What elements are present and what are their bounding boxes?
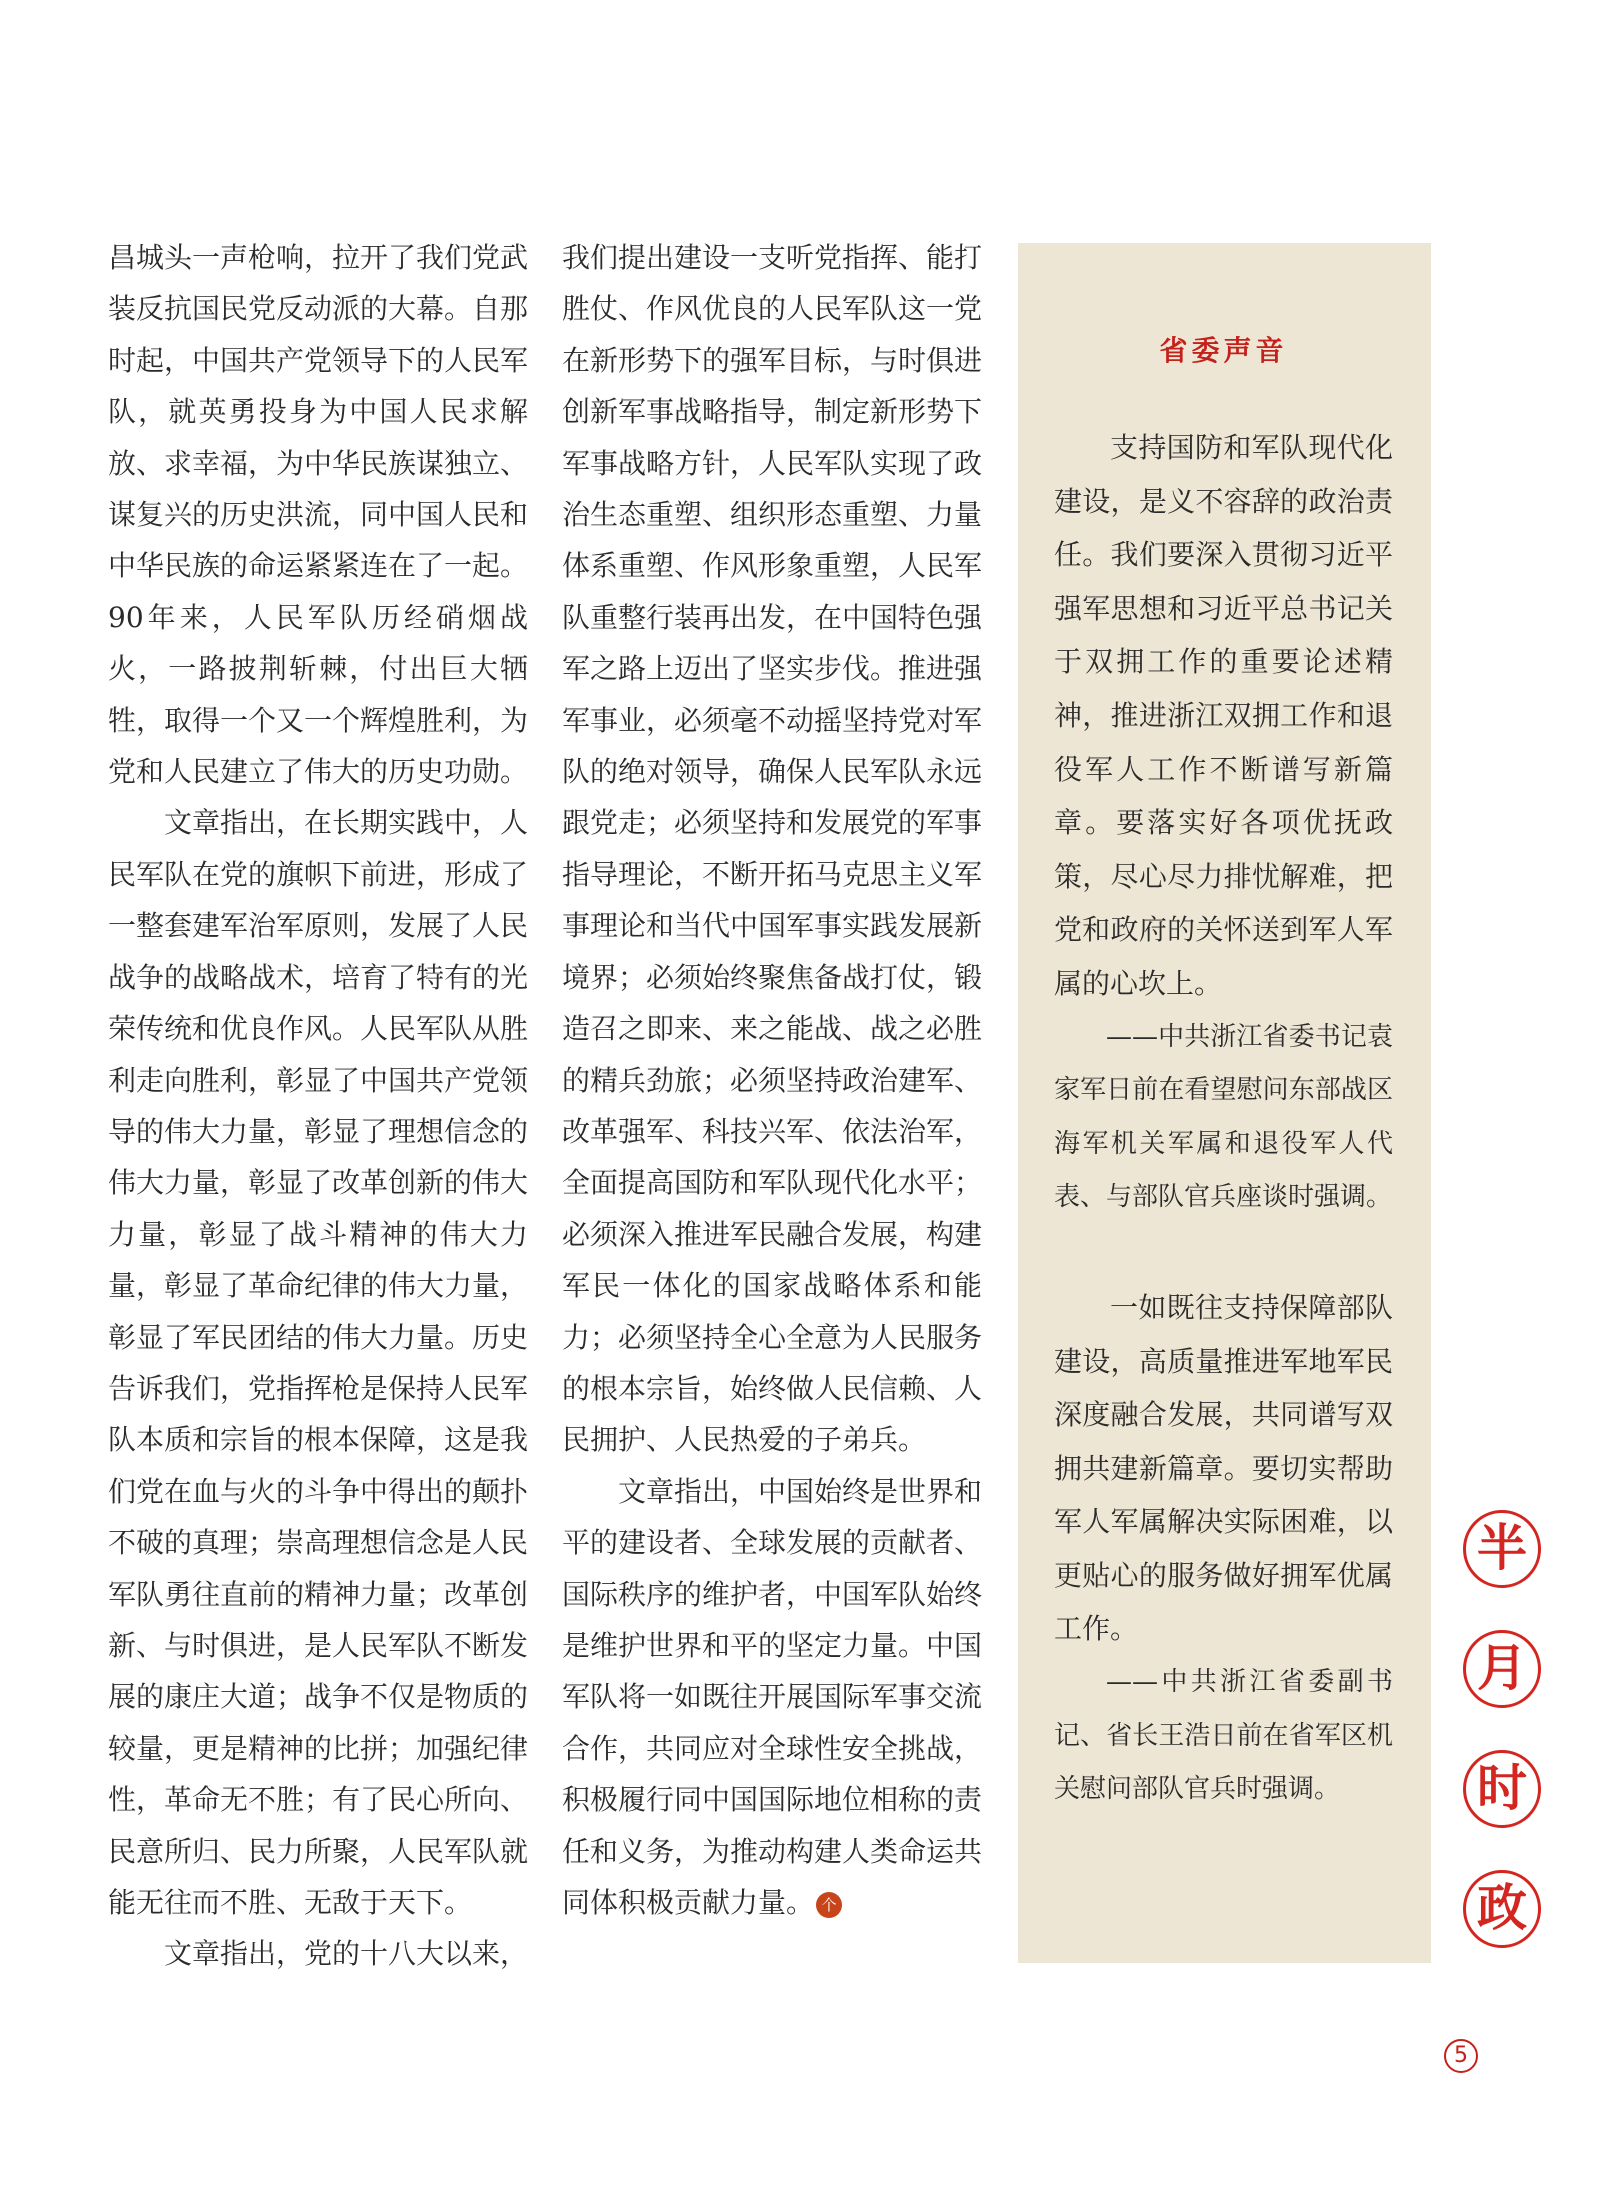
section-label-char: 政: [1463, 1870, 1541, 1948]
section-label-char: 月: [1463, 1630, 1541, 1708]
attribution-context: 记、省长王浩日前在省军区机关慰问部队官兵时强调。: [1054, 1720, 1393, 1805]
sidebar-box: [1018, 243, 1431, 1963]
sidebar-quote: 支持国防和军队现代化建设，是义不容辞的政治责任。我们要深入贯彻习近平强军思想和习近平总书记关于双拥工作的重要论述精神，推进浙江双拥工作和退役军人工作不断谱写新篇章。要落实好各项优抚政策，尽心尽力排忧解难，把党和政府的关怀送到军人军属的心坎上。: [1054, 431, 1393, 1000]
article-column-1: [108, 232, 528, 1980]
sidebar-attribution: [1054, 1011, 1393, 1225]
page-number: 5: [1444, 2039, 1478, 2073]
article-paragraph: 昌城头一声枪响，拉开了我们党武装反抗国民党反动派的大幕。自那时起，中国共产党领导下的人民军队，就英勇投身为中国人民求解放、求幸福，为中华民族谋独立、谋复兴的历史洪流，同中国人民和中华民族的命运紧紧连在了一起。90年来，人民军队历经硝烟战火，一路披荆斩棘，付出巨大牺牲，取得一个又一个辉煌胜利，为党和人民建立了伟大的历史功勋。: [108, 241, 529, 789]
article-paragraph: [562, 1466, 982, 1929]
attribution-source: ——中共浙江省委书记: [1106, 1021, 1367, 1052]
article-paragraph: 我们提出建设一支听党指挥、能打胜仗、作风优良的人民军队这一党在新形势下的强军目标，与时俱进创新军事战略指导，制定新形势下军事战略方针，人民军队实现了政治生态重塑、组织形态重塑、力量体系重塑、作风形象重塑，人民军队重整行装再出发，在中国特色强军之路上迈出了坚实步伐。推进强军事业，必须毫不动摇坚持党对军队的绝对领导，确保人民军队永远跟党走；必须坚持和发展党的军事指导理论，不断开拓马克思主义军事理论和当代中国军事实践发展新境界；必须始终聚焦备战打仗，锻造召之即来、来之能战、战之必胜的精兵劲旅；必须坚持政治建军、改革强军、科技兴军、依法治军，全面提高国防和军队现代化水平；必须深入推进军民融合发展，构建军民一体化的国家战略体系和能力；必须坚持全心全意为人民服务的根本宗旨，始终做人民信赖、人民拥护、人民热爱的子弟兵。: [562, 241, 983, 1457]
sidebar-title: 省委声音: [1159, 334, 1288, 367]
article-paragraph: 文章指出，在长期实践中，人民军队在党的旗帜下前进，形成了一整套建军治军原则，发展了人民战争的战略战术，培育了特有的光荣传统和优良作风。人民军队从胜利走向胜利，彰显了中国共产党领导的伟大力量，彰显了理想信念的伟大力量，彰显了改革创新的伟大力量，彰显了战斗精神的伟大力量，彰显了革命纪律的伟大力量，彰显了军民团结的伟大力量。历史告诉我们，党指挥枪是保持人民军队本质和宗旨的根本保障，这是我们党在血与火的斗争中得出的颠扑不破的真理；崇高理想信念是人民军队勇往直前的精神力量；改革创新、与时俱进，是人民军队不断发展的康庄大道；战争不仅是物质的较量，更是精神的比拼；加强纪律性，革命无不胜；有了民心所向、民意所归、民力所聚，人民军队就能无往而不胜、无敌于天下。: [108, 806, 529, 1919]
section-label-char: 半: [1463, 1510, 1541, 1588]
article-paragraph-text: 文章指出，中国始终是世界和平的建设者、全球发展的贡献者、国际秩序的维护者，中国军队始终是维护世界和平的坚定力量。中国军队将一如既往开展国际军事交流合作，共同应对全球性安全挑战，积极履行同中国国际地位相称的责任和义务，为推动构建人类命运共同体积极贡献力量。: [562, 1474, 983, 1919]
article-column-2: [562, 232, 982, 1928]
article-paragraph: 文章指出，党的十八大以来，: [164, 1937, 529, 1971]
end-mark-icon: 个: [816, 1892, 842, 1918]
attribution-context: 袁家军日前在看望慰问东部战区海军机关军属和退役军人代表、与部队官兵座谈时强调。: [1054, 1021, 1393, 1213]
sidebar-quote: 一如既往支持保障部队建设，高质量推进军地军民深度融合发展，共同谱写双拥共建新篇章。要切实帮助军人军属解决实际困难，以更贴心的服务做好拥军优属工作。: [1054, 1290, 1393, 1646]
attribution-source: ——中共浙江省委副书: [1106, 1667, 1393, 1698]
section-label-char: 时: [1463, 1750, 1541, 1828]
sidebar-attribution: [1054, 1656, 1393, 1817]
